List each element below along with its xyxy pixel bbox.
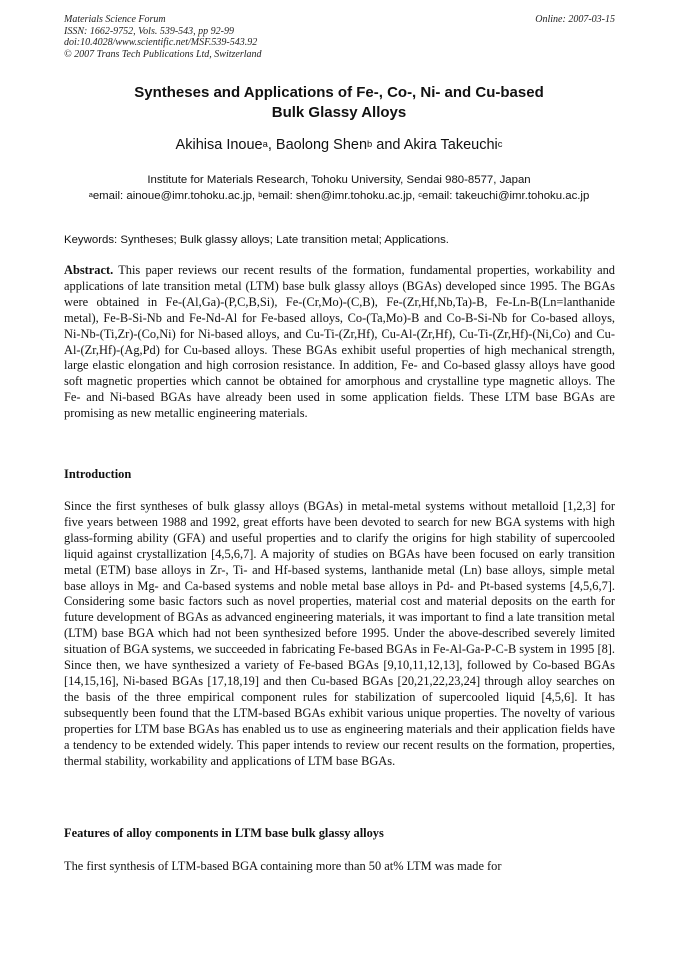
- copyright-line: © 2007 Trans Tech Publications Ltd, Switzerland: [64, 48, 262, 60]
- doi-line: doi:10.4028/www.scientific.net/MSF.539-543.92: [64, 37, 258, 48]
- keywords: Keywords: Syntheses; Bulk glassy alloys; Late transition metal; Applications.: [64, 234, 449, 246]
- email-mark: b: [258, 190, 263, 200]
- author-list: [60, 136, 618, 154]
- author-separator: and: [372, 137, 404, 153]
- title-line-2: Bulk Glassy Alloys: [271, 104, 407, 121]
- author-name: Baolong Shen: [275, 137, 368, 153]
- introduction-text: Since the first syntheses of bulk glassy alloys (BGAs) in metal-metal systems without metalloid [1,2,3] for five years between 1988 and 1992, great efforts have been devoted to search for new BGA systems with high glass-forming ability (GFA) and useful properties and to clarify the origins for high stability of supercooled liquid against crystallization [4,5,6,7]. A majority of studies on BGAs have been focused on early transition metal (ETM) base alloys in Zr-, Ti- and Hf-based systems, lanthanide metal (Ln) base alloys, simple metal base alloys in Mg- and Ca-based systems and noble metal base alloys in Pd- and Pt-based systems [4,5,6,7]. Considering some basic factors such as novel properties, material cost and material deposits on the earth for future development of BGAs as advanced engineering materials, it was important to find a late transition metal (LTM) base BGA which had not been synthesized before 1995. Under the above-described severely limited situation of BGA systems, we succeeded in fabricating Fe-based BGAs in Fe-Al-Ga-P-C-B system in 1995 [8]. Since then, we have synthesized a variety of Fe-based BGAs [9,10,11,12,13], followed by Co-based BGAs [14,15,16], Ni-based BGAs [17,18,19] and then Cu-based BGAs [20,21,22,23,24] through alloy searches on the basis of the three empirical component rules for stabilization of supercooled liquid [4,5,6]. It has subsequently been found that the LTM-based BGAs exhibit various unique properties. The novelty of various properties for LTM base BGAs has enabled us to use as engineering materials and their application fields have a tendency to be extended widely. This paper intends to review our recent results on the formation, properties, thermal stability, workability and applications of LTM base BGAs.: [64, 499, 615, 768]
- features-text: The first synthesis of LTM-based BGA containing more than 50 at% LTM was made for: [64, 859, 502, 873]
- institute-line: Institute for Materials Research, Tohoku University, Sendai 980-8577, Japan: [147, 174, 531, 186]
- email-mark: c: [418, 190, 422, 200]
- author-affil-mark: b: [367, 137, 373, 149]
- paper-title: [60, 83, 618, 123]
- abstract-label: Abstract.: [64, 263, 114, 277]
- email-link[interactable]: email: ainoue@imr.tohoku.ac.jp,: [92, 190, 259, 202]
- email-link[interactable]: email: shen@imr.tohoku.ac.jp,: [262, 190, 419, 202]
- journal-header: [64, 14, 262, 60]
- online-date: Online: 2007-03-15: [535, 14, 615, 25]
- author-name: Akihisa Inoue: [175, 137, 263, 153]
- author-affil-mark: c: [497, 137, 503, 149]
- issn-line: ISSN: 1662-9752, Vols. 539-543, pp 92-99: [64, 25, 234, 37]
- section-heading-features: Features of alloy components in LTM base bulk glassy alloys: [64, 826, 384, 840]
- author-affil-mark: a: [262, 137, 268, 149]
- email-mark: a: [88, 190, 93, 200]
- author-separator: ,: [267, 137, 276, 153]
- title-line-1: Syntheses and Applications of Fe-, Co-, Ni- and Cu-based: [134, 84, 544, 101]
- journal-name: Materials Science Forum: [64, 14, 166, 25]
- email-link[interactable]: email: takeuchi@imr.tohoku.ac.jp: [421, 190, 590, 202]
- section-heading-introduction: Introduction: [64, 467, 132, 481]
- abstract-text: This paper reviews our recent results of the formation, fundamental properties, workability and applications of late transition metal (LTM) base bulk glassy alloys (BGAs) developed since 1995. The BGAs were obtained in Fe-(Al,Ga)-(P,C,B,Si), Fe-(Cr,Mo)-(C,B), Fe-(Zr,Hf,Nb,Ta)-B, Fe-Ln-B(Ln=lanthanide metal), Fe-B-Si-Nb and Fe-Nd-Al for Fe-based alloys, Co-(Ta,Mo)-B and Co-B-Si-Nb for Co-based alloys, Ni-Nb-(Ti,Zr)-(Co,Ni) for Ni-based alloys, and Cu-Ti-(Zr,Hf), Cu-Al-(Zr,Hf), Cu-Ti-(Zr,Hf)-(Ni,Co) and Cu-Al-(Zr,Hf)-(Ag,Pd) for Cu-based alloys. These BGAs exhibit useful properties of high mechanical strength, large elastic elongation and high corrosion resistance. In addition, Fe- and Co-based glassy alloys have good soft magnetic properties which cannot be obtained for amorphous and crystalline type magnetic alloys. The Fe- and Ni-based BGAs have already been used in some application fields. These LTM base BGAs are promising as new metallic engineering materials.: [64, 263, 615, 421]
- abstract: [64, 263, 615, 422]
- affiliation: [56, 172, 622, 204]
- author-name: Akira Takeuchi: [403, 137, 498, 153]
- email-line: [56, 188, 622, 204]
